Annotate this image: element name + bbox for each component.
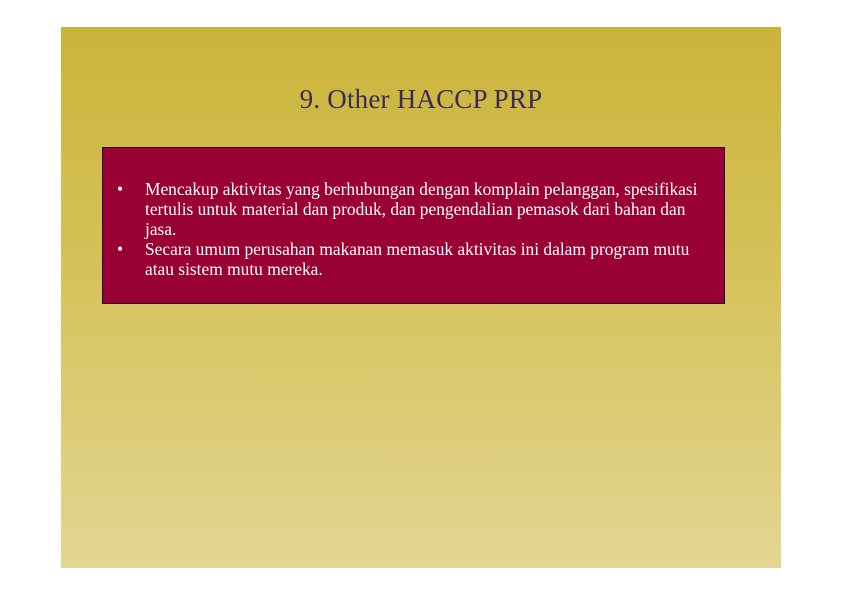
slide-title: 9. Other HACCP PRP bbox=[299, 84, 543, 114]
bullet-text: Mencakup aktivitas yang berhubungan dengan komplain pelanggan, spesifikasi tertulis untuk material dan produk, dan pengendalian pemasok dari bahan dan jasa. bbox=[145, 179, 698, 239]
content-box bbox=[102, 147, 725, 304]
bullet-list bbox=[113, 179, 713, 279]
slide bbox=[61, 27, 781, 568]
bullet-icon: • bbox=[116, 239, 124, 259]
bullet-text: Secara umum perusahan makanan memasuk aktivitas ini dalam program mutu atau sistem mutu mereka. bbox=[145, 239, 690, 279]
bullet-item bbox=[113, 179, 713, 239]
bullet-item bbox=[113, 239, 713, 279]
bullet-icon: • bbox=[116, 179, 124, 199]
